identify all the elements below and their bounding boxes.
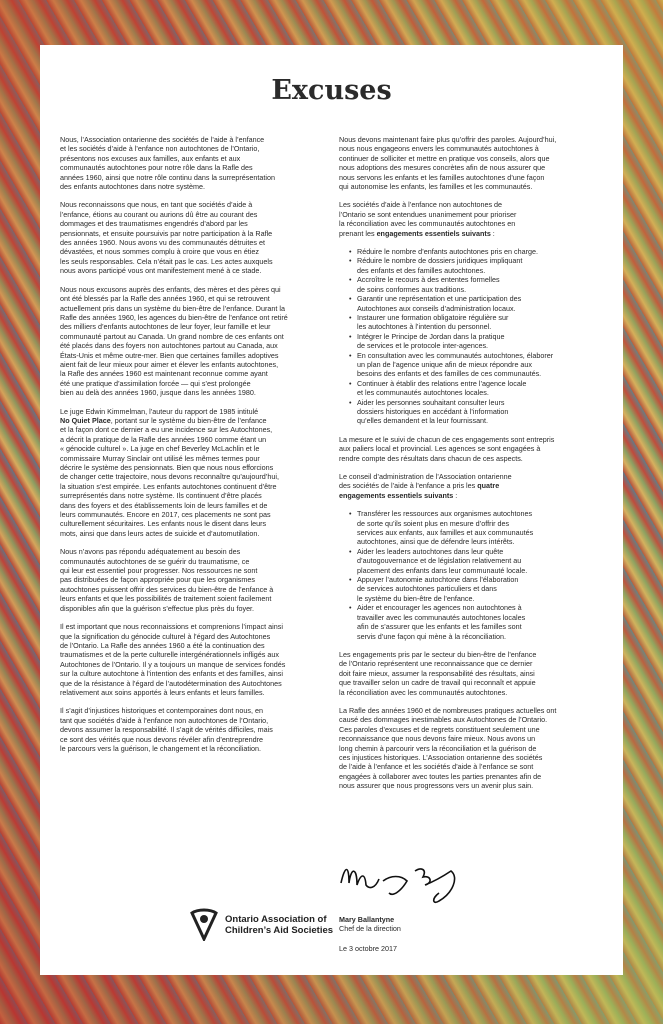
paragraph (60, 407, 312, 539)
paragraph-text: Le conseil d’administration de l’Association ontarienne des sociétés de l’aide à l’enfance a pris les (339, 472, 512, 491)
paragraph: Il s’agit d’injustices historiques et contemporaines dont nous, en tant que sociétés d’aide à l’enfance non autochtones de l’Ontario, devons assumer la responsabilité. Il s’agit de vérités difficiles, mais ce sont des vérités que nous devons révéler afin d’entreprendre le parcours vers la guérison, le changement et la réconciliation. (60, 706, 273, 753)
paragraph: La Rafle des années 1960 et de nombreuses pratiques actuelles ont causé des dommages inestimables aux Autochtones de l’Ontario. Ces paroles d’excuses et de regrets constituent seulement une reconnaissance que nous devons faire mieux. Nous avons un long chemin à parcourir vers la réconciliation et la guérison de ces injustices historiques. L’Association ontarienne des sociétés de l’aide à l’enfance et les sociétés d’aide à l’enfance se sont engagées à collaborer avec toutes les parties prenantes afin de nous assurer que nous progressons vers un avenir plus sain. (339, 705, 557, 791)
bold-phrase: quatre engagements essentiels suivants (339, 481, 500, 500)
paragraph-text: , portant sur le système du bien-être de l’enfance et la façon dont ce dernier a eu une incidence sur les Autochtones, a décrit la pratique de la Rafle des années 1960 comme étant un « génocide culturel ». La juge en chef Beverley McLachlin et le commissaire Murray Sinclair ont utilisé les mêmes termes pour décrire le système des pensionnats. Bien que nous nous efforcions de changer cette trajectoire, nous devons reconnaître qu’aujourd’hui, la situation s’est empirée. Les enfants autochtones continuent d’être surreprésentés dans notre système. Ils continuent d’être placés dans des foyers et des établissements loin de leurs familles et de leurs communautés. Encore en 2017, ces placements ne sont pas culturellement sécuritaires. Les enfants nous le disent dans leurs mots, ainsi que dans leurs actes de suicide et d’automutilation. (60, 415, 279, 538)
list-item: • Instaurer une formation obligatoire régulière sur les autochtones à l’intention du personnel. (349, 313, 591, 332)
list-item: • Appuyer l’autonomie autochtone dans l’élaboration de services autochtones particuliers et dans le système du bien-être de l’enfance. (349, 575, 591, 603)
list-item: • Réduire le nombre de dossiers juridiques impliquant des enfants et des familles autochtones. (349, 256, 591, 275)
oacas-logo (188, 907, 358, 941)
paragraph: La mesure et le suivi de chacun de ces engagements sont entrepris aux paliers local et provincial. Les agences se sont engagées à rendre compte des résultats dans chacun de ces aspects. (339, 434, 555, 463)
paragraph: Les engagements pris par le secteur du bien-être de l’enfance de l’Ontario représentent une reconnaissance que ce dernier doit faire mieux, assumer la responsabilité des résultats, ainsi que travailler selon un cadre de travail qui reconnaît et appuie la réconciliation avec les communautés autochtones. (339, 649, 537, 697)
logo-line-2: Children’s Aid Societies (225, 925, 334, 936)
page-title: Excuses (271, 75, 392, 106)
signer-role: Chef de la direction (339, 924, 401, 934)
signature-image (335, 853, 475, 908)
apology-panel (40, 45, 623, 975)
paragraph-text: Le juge Edwin Kimmelman, l’auteur du rapport de 1985 intitulé (60, 406, 259, 416)
logo-line-1: Ontario Association of (225, 914, 327, 925)
bold-phrase: engagements essentiels suivants (376, 228, 491, 238)
list-item: • Réduire le nombre d’enfants autochtones pris en charge. (349, 247, 591, 256)
list-item: • Intégrer le Principe de Jordan dans la pratique de services et le protocole inter-agences. (349, 332, 591, 351)
document-date: Le 3 octobre 2017 (339, 943, 397, 953)
list-item: • Aider les leaders autochtones dans leur quête d’autogouvernance et de législation relativement au placement des enfants dans leur communauté locale. (349, 547, 591, 575)
bold-phrase: No Quiet Place (60, 415, 111, 425)
list-item: • Aider les personnes souhaitant consulter leurs dossiers historiques en accédant à l’information qu’elles demandent et la leur fournissant. (349, 398, 591, 426)
paragraph: Nous nous excusons auprès des enfants, des mères et des pères qui ont été blessés par la Rafle des années 1960, et qui se retrouvent actuellement pris dans un système du bien-être de l’enfance. Durant la Rafle des années 1960, les agences du bien-être de l’enfance ont retiré des milliers d’enfants autochtones de leur foyer, leur famille et leur communauté partout au Canada. Un grand nombre de ces enfants ont été placés dans des foyers non autochtones partout au Canada, aux États-Unis et même outre-mer. Bien que certaines familles adoptives aient fait de leur mieux pour aimer et élever les enfants autochtones, la Rafle des années 1960 est maintenant reconnue comme ayant été une pratique d’assimilation forcée — qui s’est prolongée bien au delà des années 1960, jusque dans les années 1980. (60, 284, 288, 398)
right-column (339, 135, 591, 800)
paragraph (339, 472, 591, 500)
list-item: • Continuer à établir des relations entre l’agence locale et les communautés autochtones locales. (349, 379, 591, 398)
paragraph-text: Les sociétés d’aide à l’enfance non autochtones de l’Ontario se sont entendues unanimement pour prioriser la réconciliation avec les communautés autochtones en prenant les (339, 200, 517, 238)
paragraph: Nous reconnaissons que nous, en tant que sociétés d’aide à l’enfance, étions au courant ou aurions dû être au courant des dommages et des traumatismes engendrés d’abord par les pensionnats, et ensuite poursuivis par notre participation à la Rafle des années 1960. Nous avons vu des communautés détruites et dévastées, et nous sommes complu à croire que vous en étiez les seuls responsables. Cela n’était pas le cas. Les actes auxquels nous avons participé vous ont manifestement mené à ce stade. (60, 200, 273, 276)
commitment-list (339, 247, 591, 426)
commitment-list (339, 509, 591, 641)
paragraph: Nous n’avons pas répondu adéquatement au besoin des communautés autochtones de se guérir du traumatisme, ce qui leur est essentiel pour progresser. Nos ressources ne sont pas distribuées de façon appropriée pour que les organismes autochtones puissent offrir des services du bien-être de l’enfance à leurs enfants et que les possibilités de traitement soient facilement disponibles afin que la guérison s’effectue plus près du foyer. (60, 547, 274, 613)
list-item: • En consultation avec les communautés autochtones, élaborer un plan de l’agence unique afin de mieux répondre aux besoins des enfants et des familles de ces communautés. (349, 351, 591, 379)
list-item: • Accroître le recours à des ententes formelles de soins conformes aux traditions. (349, 275, 591, 294)
list-item: • Transférer les ressources aux organismes autochtones de sorte qu’ils soient plus en mesure d’offrir des services aux enfants, aux familles et aux communautés autochtones, ainsi que de défendre leurs intérêts. (349, 509, 591, 547)
signer-block (339, 915, 401, 953)
signer-name: Mary Ballantyne (339, 915, 395, 924)
left-column (60, 135, 312, 762)
paragraph: Nous, l’Association ontarienne des sociétés de l’aide à l’enfance et les sociétés d’aide à l’enfance non autochtones de l’Ontario, présentons nos excuses aux familles, aux enfants et aux communautés autochtones pour notre rôle dans la Rafle des années 1960, ainsi que notre rôle continu dans la surreprésentation des enfants autochtones dans notre système. (60, 135, 275, 192)
list-item: • Aider et encourager les agences non autochtones à travailler avec les communautés autochtones locales afin de s’assurer que les enfants et les familles sont servis d’une façon qui mène à la réconciliation. (349, 603, 591, 641)
paragraph-text: : (453, 490, 458, 500)
paragraph-text: : (490, 228, 495, 238)
paragraph: Nous devons maintenant faire plus qu’offrir des paroles. Aujourd’hui, nous nous engageons envers les communautés autochtones à continuer de solliciter et mettre en pratique vos conseils, alors que nous adoptions des mesures concrètes afin de nous assurer que nous servons les enfants et les familles autochtones d’une façon qui autonomise les enfants, les familles et les communautés. (339, 135, 557, 192)
oacas-logo-icon (188, 907, 220, 941)
oacas-logo-text (225, 914, 333, 936)
paragraph: Il est important que nous reconnaissions et comprenions l’impact ainsi que la signification du génocide culturel à l’égard des Autochtones de l’Ontario. La Rafle des années 1960 a été la continuation des traumatismes et de la perte culturelle intergénérationnels infligés aux Autochtones de l’Ontario. Il y a toujours un manque de services fondés sur la culture autochtone à l’intention des enfants et des familles, ainsi que de la résistance à l’égard de l’autodétermination des Autochtones relativement aux soins apportés à leurs enfants et leurs familles. (60, 622, 286, 697)
paragraph (339, 200, 591, 238)
list-item: • Garantir une représentation et une participation des Autochtones aux conseils d’administration locaux. (349, 294, 591, 313)
